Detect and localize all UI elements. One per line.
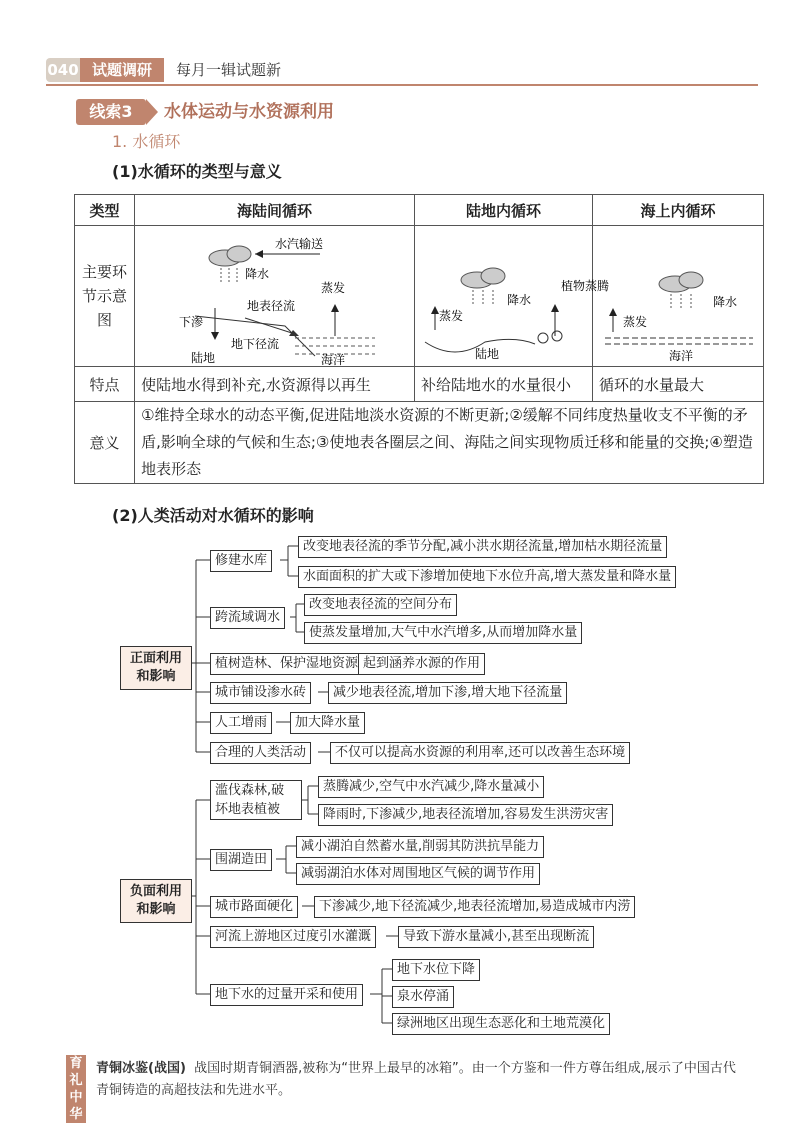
effect-reasonable-activity: 不仅可以提高水资源的利用率,还可以改善生态环境 [330, 742, 630, 764]
label-evap: 蒸发 [439, 309, 464, 323]
label-surface: 地表径流 [247, 299, 296, 313]
effect-groundwater-1: 地下水位下降 [392, 959, 480, 981]
section-label: 试题调研 [80, 58, 164, 82]
branch-road-hardening: 城市路面硬化 [210, 896, 298, 918]
effect-deforestation-2: 降雨时,下渗减少,地表径流增加,容易发生洪涝灾害 [318, 804, 613, 826]
effect-lake-1: 减小湖泊自然蓄水量,削弱其防洪抗旱能力 [296, 836, 544, 858]
branch-reasonable-activity: 合理的人类活动 [210, 742, 311, 764]
footer-note [96, 1058, 746, 1102]
effect-afforestation: 起到涵养水源的作用 [358, 653, 485, 675]
label-sea: 海洋 [669, 349, 694, 363]
positive-root: 正面利用和影响 [120, 646, 192, 690]
branch-upstream-irrigation: 河流上游地区过度引水灌溉 [210, 926, 376, 948]
effect-road-hardening: 下渗减少,地下径流减少,地表径流增加,易造成城市内涝 [314, 896, 635, 918]
label-vapor: 水汽输送 [275, 237, 324, 251]
footer-title: 青铜冰鉴(战国) [96, 1061, 186, 1076]
label-land: 陆地 [191, 351, 216, 365]
page-number: 040 [46, 58, 80, 82]
feature-land: 补给陆地水的水量很小 [415, 367, 593, 402]
clue-title: 水体运动与水资源利用 [164, 102, 334, 122]
row-label-meaning: 意义 [75, 402, 135, 484]
branch-groundwater-overuse: 地下水的过量开采和使用 [210, 984, 363, 1006]
negative-root: 负面利用和影响 [120, 879, 192, 923]
footer-text: 战国时期青铜酒器,被称为“世界上最早的冰箱”。由一个方鉴和一件方尊缶组成,展示了中国古代青铜铸造的高超技法和先进水平。 [96, 1061, 736, 1098]
label-evap: 蒸发 [321, 281, 346, 295]
branch-reservoir: 修建水库 [210, 550, 272, 572]
footer-tab: 育礼中华 [66, 1055, 86, 1123]
label-sea: 海洋 [321, 353, 346, 367]
effect-reservoir-1: 改变地表径流的季节分配,减小洪水期径流量,增加枯水期径流量 [298, 536, 667, 558]
branch-afforestation: 植树造林、保护湿地资源 [210, 653, 363, 675]
branch-lake-reclamation: 围湖造田 [210, 849, 272, 871]
header-subtitle: 每月一辑试题新 [176, 61, 282, 79]
section-title: 1. 水循环 [112, 132, 181, 151]
effect-artificial-rain: 加大降水量 [290, 712, 365, 734]
effect-deforestation-1: 蒸腾减少,空气中水汽减少,降水量减小 [318, 776, 544, 798]
effect-reservoir-2: 水面面积的扩大或下渗增加使地下水位升高,增大蒸发量和降水量 [298, 566, 676, 588]
label-infil: 下渗 [179, 315, 204, 329]
effect-groundwater-2: 泉水停涌 [392, 986, 454, 1008]
branch-permeable-brick: 城市铺设渗水砖 [210, 682, 311, 704]
feature-ocean: 循环的水量最大 [593, 367, 764, 402]
table-header: 类型 [75, 195, 135, 226]
meaning-text: ①维持全球水的动态平衡,促进陆地淡水资源的不断更新;②缓解不同纬度热量收支不平衡的矛盾,影响全球的气候和生态;③使地表各圈层之间、海陆之间实现物质迁移和能量的交换;④塑造地表形态 [135, 402, 764, 484]
label-evap: 蒸发 [623, 315, 648, 329]
table-header: 海上内循环 [593, 195, 764, 226]
branch-artificial-rain: 人工增雨 [210, 712, 272, 734]
label-land: 陆地 [475, 347, 500, 361]
table-header: 陆地内循环 [415, 195, 593, 226]
table-header: 海陆间循环 [135, 195, 415, 226]
subsection-title-types: (1)水循环的类型与意义 [112, 162, 282, 181]
clue-badge: 线索3 [76, 99, 146, 125]
label-rain: 降水 [507, 293, 532, 307]
label-plant: 植物蒸腾 [561, 279, 610, 293]
effect-transfer-1: 改变地表径流的空间分布 [304, 594, 457, 616]
branch-deforestation: 滥伐森林,破坏地表植被 [210, 780, 302, 820]
effect-lake-2: 减弱湖泊水体对周围地区气候的调节作用 [296, 863, 540, 885]
effect-groundwater-3: 绿洲地区出现生态恶化和土地荒漠化 [392, 1013, 610, 1035]
row-label-diagram: 主要环节示意图 [75, 226, 135, 367]
branch-water-transfer: 跨流域调水 [210, 607, 285, 629]
effect-upstream-irrigation: 导致下游水量减小,甚至出现断流 [398, 926, 594, 948]
label-rain: 降水 [713, 295, 738, 309]
row-label-feature: 特点 [75, 367, 135, 402]
label-ground: 地下径流 [231, 337, 280, 351]
effect-transfer-2: 使蒸发量增加,大气中水汽增多,从而增加降水量 [304, 622, 582, 644]
subsection-title-impact: (2)人类活动对水循环的影响 [112, 506, 314, 525]
label-rain: 降水 [245, 267, 270, 281]
effect-permeable-brick: 减少地表径流,增加下渗,增大地下径流量 [328, 682, 567, 704]
feature-sea-land: 使陆地水得到补充,水资源得以再生 [135, 367, 415, 402]
